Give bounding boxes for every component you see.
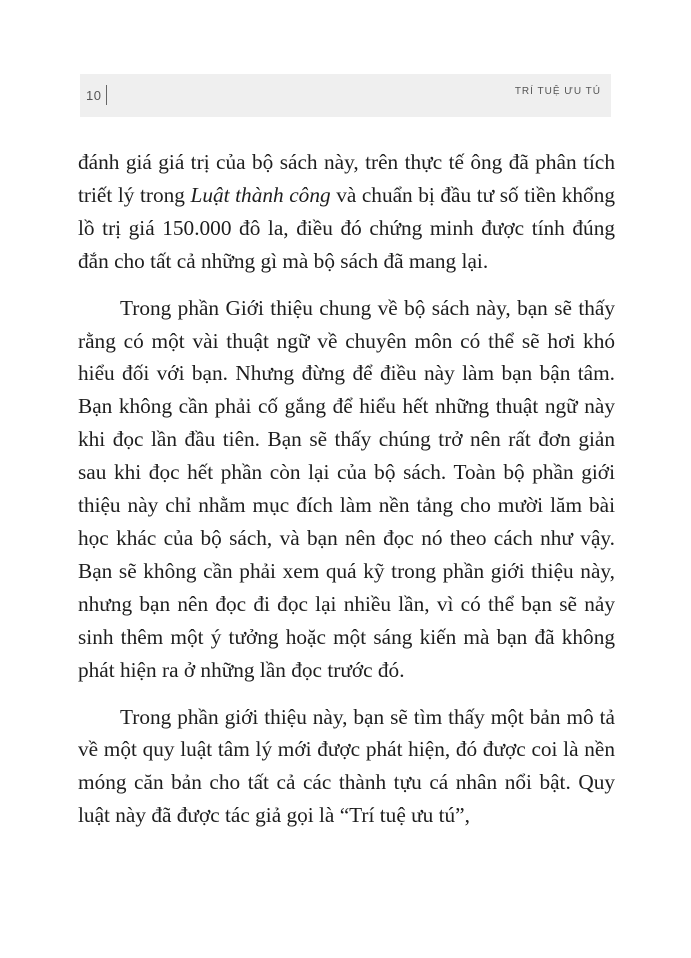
page-header (80, 74, 611, 117)
header-divider (106, 85, 107, 105)
paragraph-1 (78, 146, 615, 278)
paragraph-2: Trong phần Giới thiệu chung về bộ sách này, bạn sẽ thấy rằng có một vài thuật ngữ về chuyên môn có thể sẽ hơi khó hiểu đối với bạn. Nhưng đừng để điều này làm bạn bận tâm. Bạn không cần phải cố gắng để hiểu hết những thuật ngữ này khi đọc lần đầu tiên. Bạn sẽ thấy chúng trở nên rất đơn giản sau khi đọc hết phần còn lại của bộ sách. Toàn bộ phần giới thiệu này chỉ nhằm mục đích làm nền tảng cho mười lăm bài học khác của bộ sách, và bạn nên đọc nó theo cách như vậy. Bạn sẽ không cần phải xem quá kỹ trong phần giới thiệu này, nhưng bạn nên đọc đi đọc lại nhiều lần, vì có thể bạn sẽ nảy sinh thêm một ý tưởng hoặc một sáng kiến mà bạn đã không phát hiện ra ở những lần đọc trước đó. (78, 295, 615, 682)
book-title-italic: Luật thành công (190, 182, 331, 207)
paragraph-3: Trong phần giới thiệu này, bạn sẽ tìm thấy một bản mô tả về một quy luật tâm lý mới được phát hiện, đó được coi là nền móng căn bản cho tất cả các thành tựu cá nhân nổi bật. Quy luật này đã được tác giả gọi là “Trí tuệ ưu tú”, (78, 704, 615, 828)
page-number: 10 (86, 88, 102, 103)
body-text (78, 146, 615, 846)
paragraph-1-text-after: và chuẩn bị đầu tư số tiền khổng lồ trị giá 150.000 đô la, điều đó chứng minh được tính đúng đắn cho tất cả những gì mà bộ sách đã mang lại. (78, 182, 615, 273)
running-title: TRÍ TUỆ ƯU TÚ (514, 86, 601, 97)
paragraph-1-text-before: đánh giá giá trị của bộ sách này, trên thực tế ông đã phân tích triết lý trong (78, 150, 615, 207)
